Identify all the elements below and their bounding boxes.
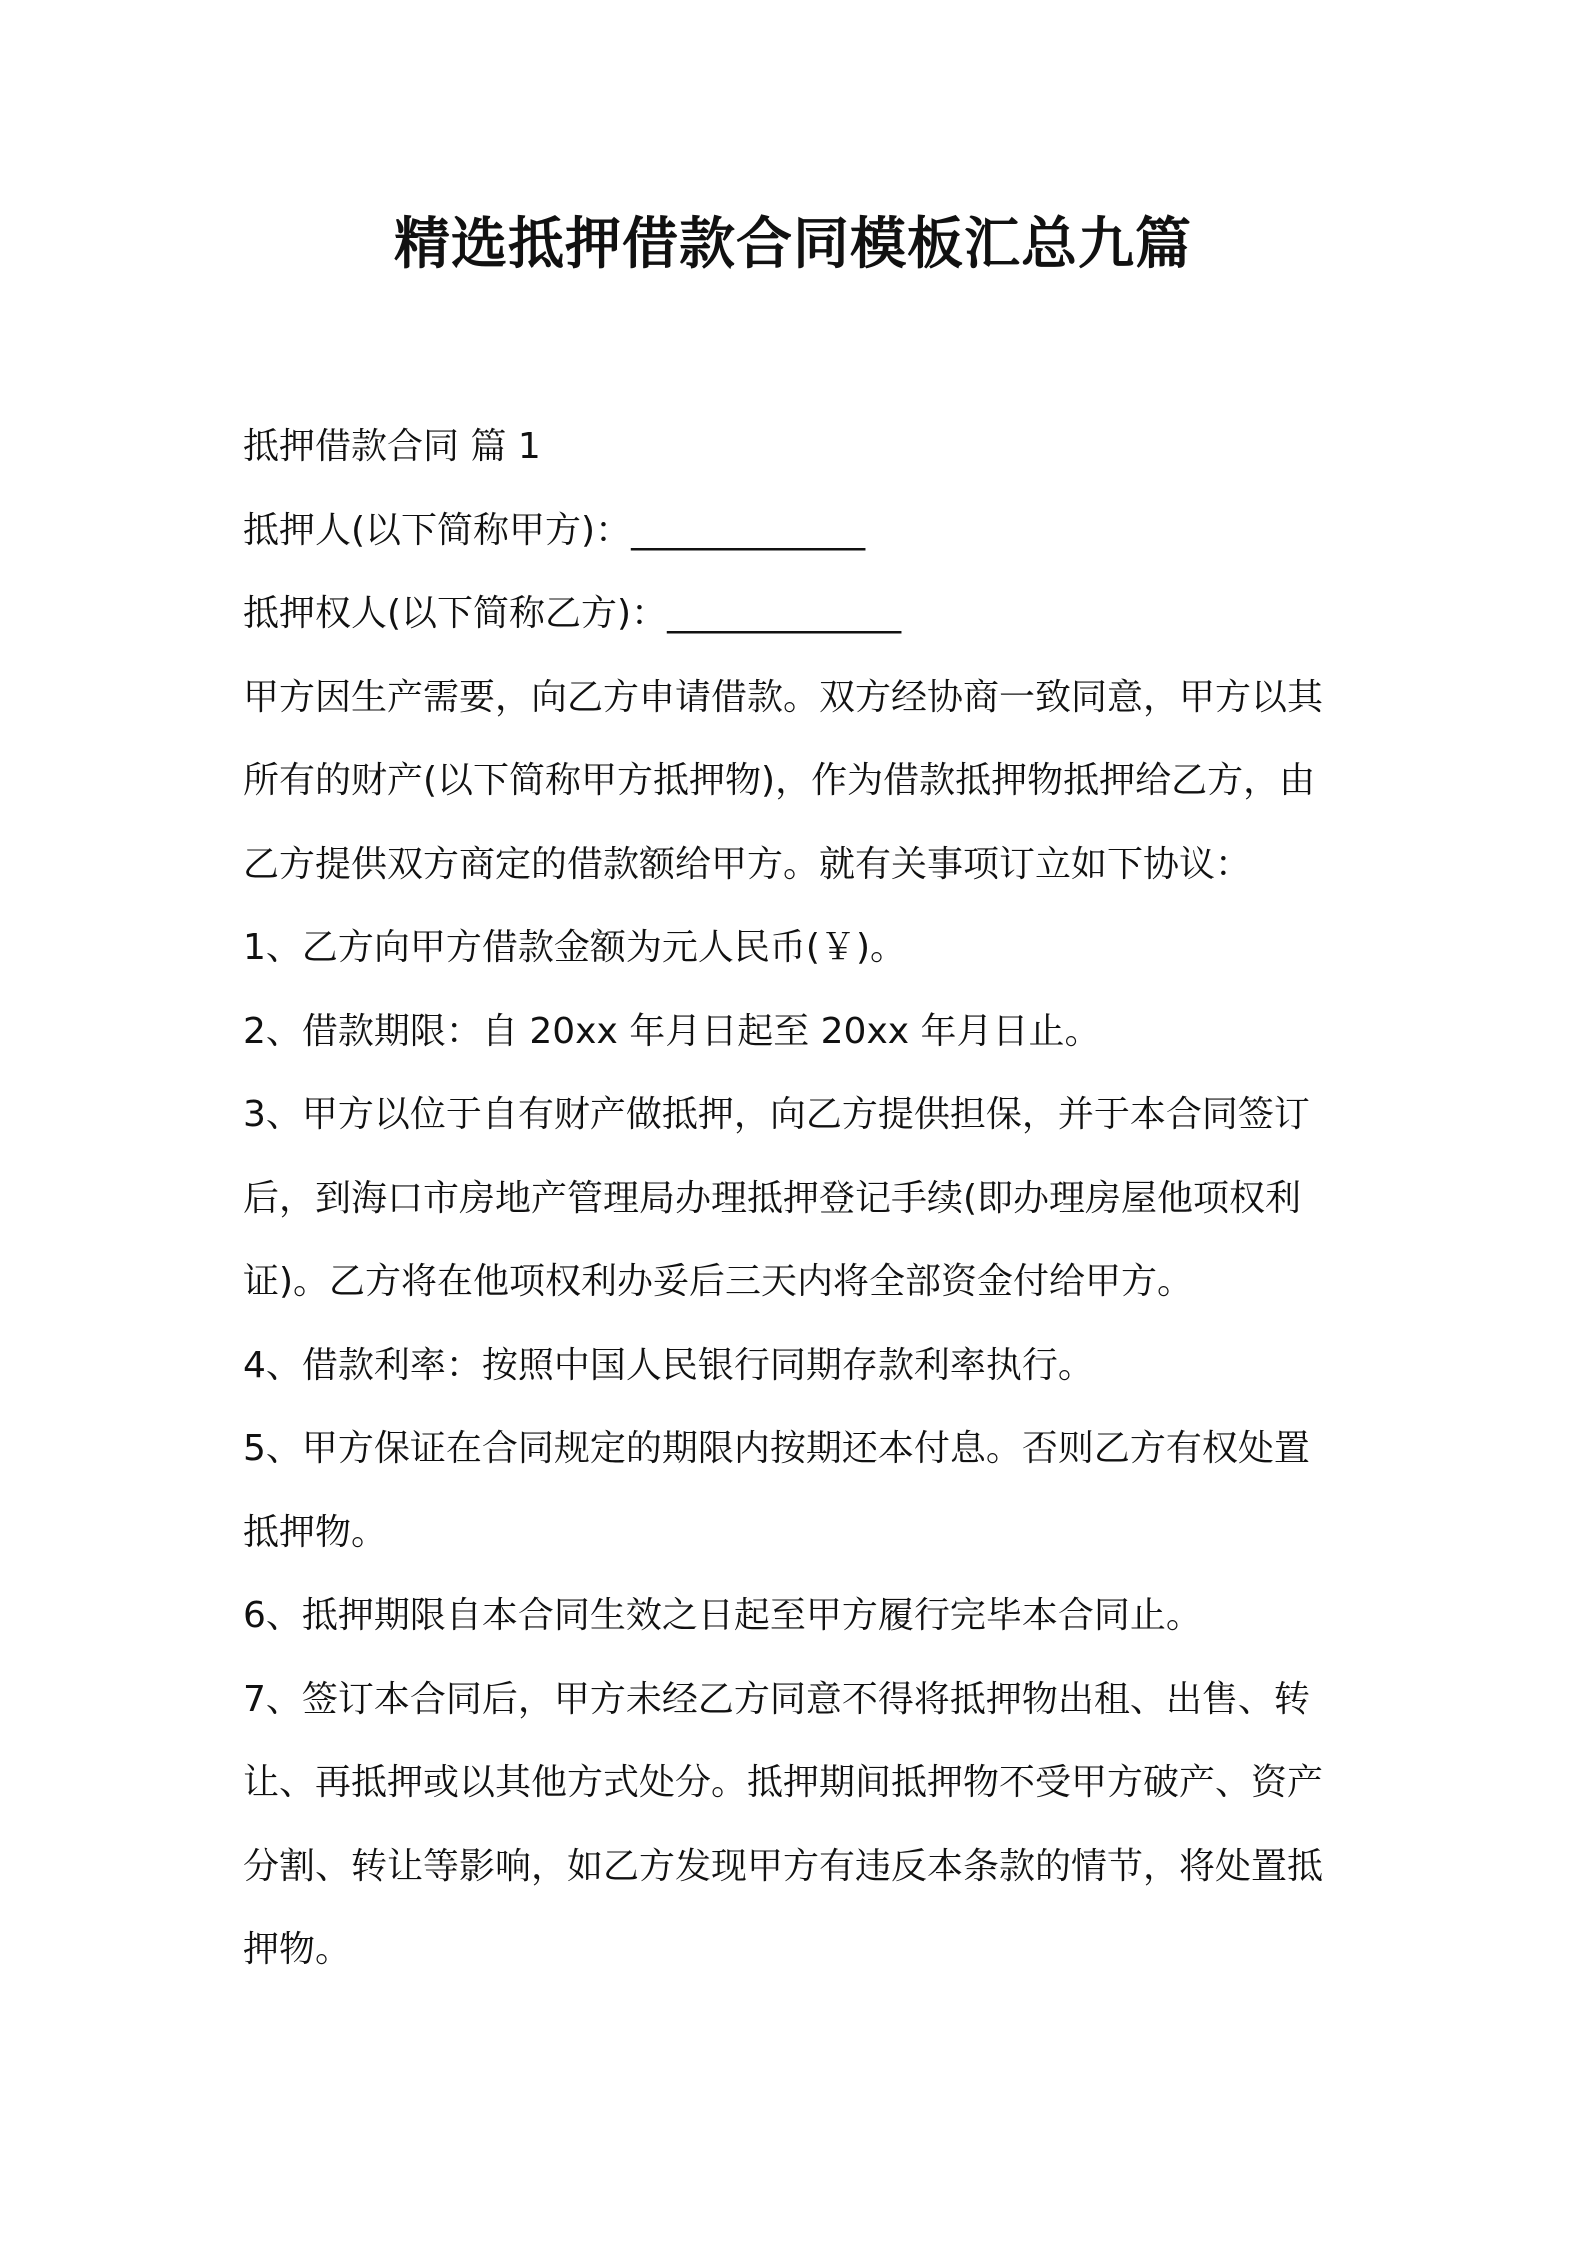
clause-line: 3、甲方以位于自有财产做抵押，向乙方提供担保，并于本合同签订	[243, 1094, 1310, 1135]
clause-line: 5、甲方保证在合同规定的期限内按期还本付息。否则乙方有权处置	[243, 1428, 1310, 1469]
section-heading: 抵押借款合同 篇 1	[243, 426, 541, 467]
clause-line: 证)。乙方将在他项权利办妥后三天内将全部资金付给甲方。	[243, 1261, 1194, 1302]
clause-line: 后，到海口市房地产管理局办理抵押登记手续(即办理房屋他项权利	[243, 1177, 1302, 1219]
paragraph-line: 所有的财产(以下简称甲方抵押物)，作为借款抵押物抵押给乙方，由	[243, 760, 1316, 801]
clause-line: 2、借款期限：自 20xx 年月日起至 20xx 年月日止。	[243, 1010, 1101, 1052]
clause-line: 让、再抵押或以其他方式处分。抵押期间抵押物不受甲方破产、资产	[243, 1762, 1324, 1803]
paragraph-line: 甲方因生产需要，向乙方申请借款。双方经协商一致同意，甲方以其	[243, 676, 1324, 718]
document-title: 精选抵押借款合同模板汇总九篇	[394, 212, 1192, 277]
clause-line: 1、乙方向甲方借款金额为元人民币(￥)。	[243, 927, 906, 968]
clause-line: 分割、转让等影响，如乙方发现甲方有违反本条款的情节，将处置抵	[243, 1845, 1324, 1887]
clause-line: 4、借款利率：按照中国人民银行同期存款利率执行。	[243, 1344, 1094, 1386]
clause-line: 7、签订本合同后，甲方未经乙方同意不得将抵押物出租、出售、转	[243, 1678, 1310, 1720]
document-body	[243, 405, 1363, 1992]
clause-line: 抵押物。	[243, 1511, 388, 1553]
mortgagee-field-line: 抵押权人(以下简称乙方)：_____________	[243, 593, 902, 634]
clause-line: 押物。	[243, 1929, 352, 1970]
paragraph-line: 乙方提供双方商定的借款额给甲方。就有关事项订立如下协议：	[243, 843, 1252, 885]
clause-line: 6、抵押期限自本合同生效之日起至甲方履行完毕本合同止。	[243, 1595, 1202, 1636]
mortgagor-field-line: 抵押人(以下简称甲方)：_____________	[243, 509, 866, 551]
